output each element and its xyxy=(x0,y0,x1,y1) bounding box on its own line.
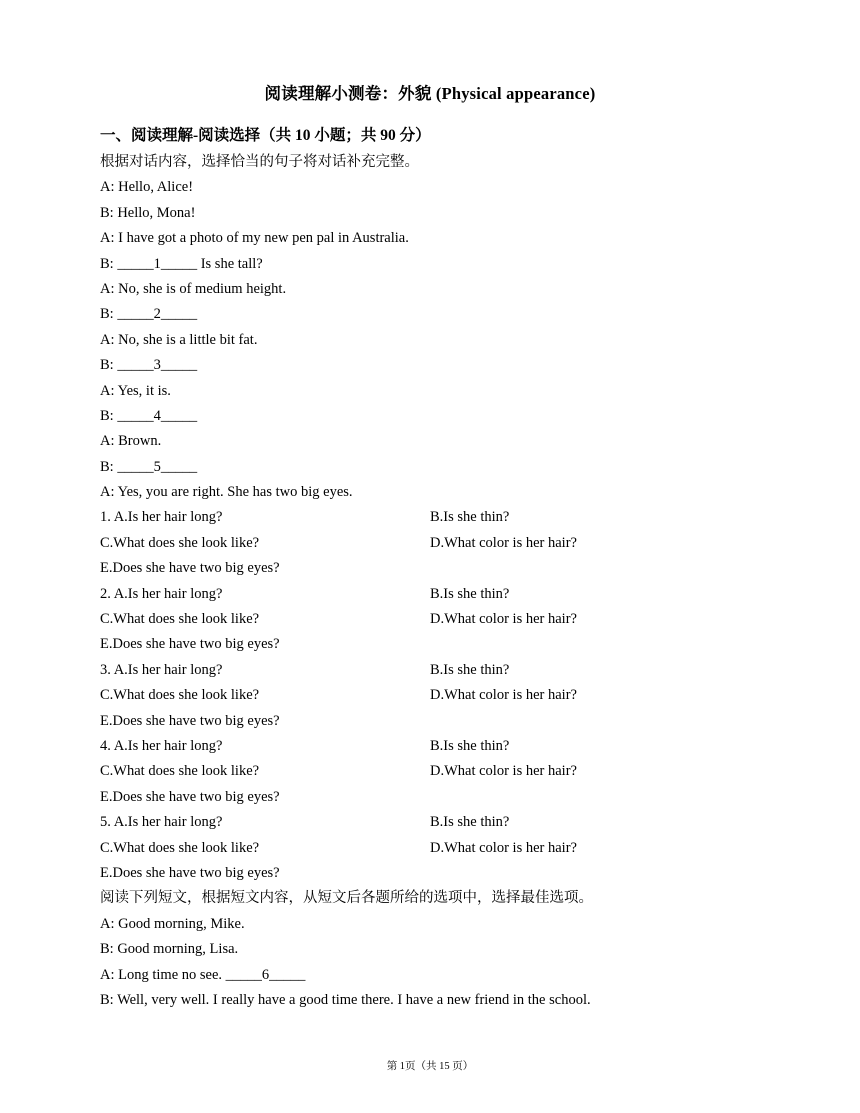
question-option-row xyxy=(100,507,780,532)
dialogue-line: A: No, she is of medium height. xyxy=(100,280,287,297)
option-c: C.What does she look like? xyxy=(100,534,260,551)
dialogue-line: A: I have got a photo of my new pen pal in Australia. xyxy=(100,230,409,247)
dialogue-line: A: Yes, you are right. She has two big eyes. xyxy=(100,484,353,501)
dialogue-line: A: Long time no see. _____6_____ xyxy=(100,966,306,983)
option-b: B.Is she thin? xyxy=(430,509,510,526)
question-option-row xyxy=(100,660,780,685)
option-b: B.Is she thin? xyxy=(430,737,510,754)
option-d: D.What color is her hair? xyxy=(430,763,577,780)
instruction-text: 阅读下列短文，根据短文内容，从短文后各题所给的选项中，选择最佳选项。 xyxy=(100,890,593,907)
question-option-row xyxy=(100,736,780,761)
dialogue-line: A: Yes, it is. xyxy=(100,382,171,399)
question-option-row xyxy=(100,609,780,634)
option-a: 5. A.Is her hair long? xyxy=(100,814,223,831)
option-e: E.Does she have two big eyes? xyxy=(100,788,280,805)
dialogue-line: A: Good morning, Mike. xyxy=(100,915,245,932)
option-e: E.Does she have two big eyes? xyxy=(100,560,280,577)
dialogue-line: A: No, she is a little bit fat. xyxy=(100,331,258,348)
option-d: D.What color is her hair? xyxy=(430,687,577,704)
option-b: B.Is she thin? xyxy=(430,585,510,602)
question-option-row xyxy=(100,584,780,609)
question-option-row xyxy=(100,711,780,736)
question-option-row xyxy=(100,761,780,786)
question-option-row xyxy=(100,787,780,812)
question-option-row xyxy=(100,812,780,837)
question-option-row xyxy=(100,838,780,863)
content-body xyxy=(100,152,780,1015)
dialogue-line: B: _____5_____ xyxy=(100,458,198,475)
instruction-text: 根据对话内容，选择恰当的句子将对话补充完整。 xyxy=(100,154,419,170)
option-a: 4. A.Is her hair long? xyxy=(100,737,223,754)
section-heading: 一、阅读理解-阅读选择（共 10 小题；共 90 分） xyxy=(100,127,431,144)
question-option-row xyxy=(100,685,780,710)
option-c: C.What does she look like? xyxy=(100,687,260,704)
dialogue-line: B: Hello, Mona! xyxy=(100,204,196,221)
option-e: E.Does she have two big eyes? xyxy=(100,636,280,653)
option-e: E.Does she have two big eyes? xyxy=(100,864,280,881)
option-b: B.Is she thin? xyxy=(430,814,510,831)
option-a: 1. A.Is her hair long? xyxy=(100,509,223,526)
option-c: C.What does she look like? xyxy=(100,839,260,856)
question-option-row xyxy=(100,558,780,583)
option-a: 2. A.Is her hair long? xyxy=(100,585,223,602)
option-e: E.Does she have two big eyes? xyxy=(100,712,280,729)
option-d: D.What color is her hair? xyxy=(430,839,577,856)
option-d: D.What color is her hair? xyxy=(430,534,577,551)
option-c: C.What does she look like? xyxy=(100,611,260,628)
dialogue-line: A: Brown. xyxy=(100,433,162,450)
option-c: C.What does she look like? xyxy=(100,763,260,780)
dialogue-line: B: _____4_____ xyxy=(100,407,198,424)
question-option-row xyxy=(100,533,780,558)
page-title: 阅读理解小测卷：外貌 (Physical appearance) xyxy=(264,84,596,103)
question-option-row xyxy=(100,634,780,659)
dialogue-line: B: _____2_____ xyxy=(100,306,198,323)
question-option-row xyxy=(100,863,780,888)
option-b: B.Is she thin? xyxy=(430,661,510,678)
page-footer: 第 1页（共 15 页） xyxy=(386,1061,474,1072)
option-d: D.What color is her hair? xyxy=(430,611,577,628)
dialogue-line: B: Good morning, Lisa. xyxy=(100,941,239,958)
dialogue-line: B: _____1_____ Is she tall? xyxy=(100,255,263,272)
dialogue-line: B: Well, very well. I really have a good time there. I have a new friend in the school. xyxy=(100,991,591,1008)
option-a: 3. A.Is her hair long? xyxy=(100,661,223,678)
dialogue-line: A: Hello, Alice! xyxy=(100,179,194,196)
dialogue-line: B: _____3_____ xyxy=(100,357,198,374)
